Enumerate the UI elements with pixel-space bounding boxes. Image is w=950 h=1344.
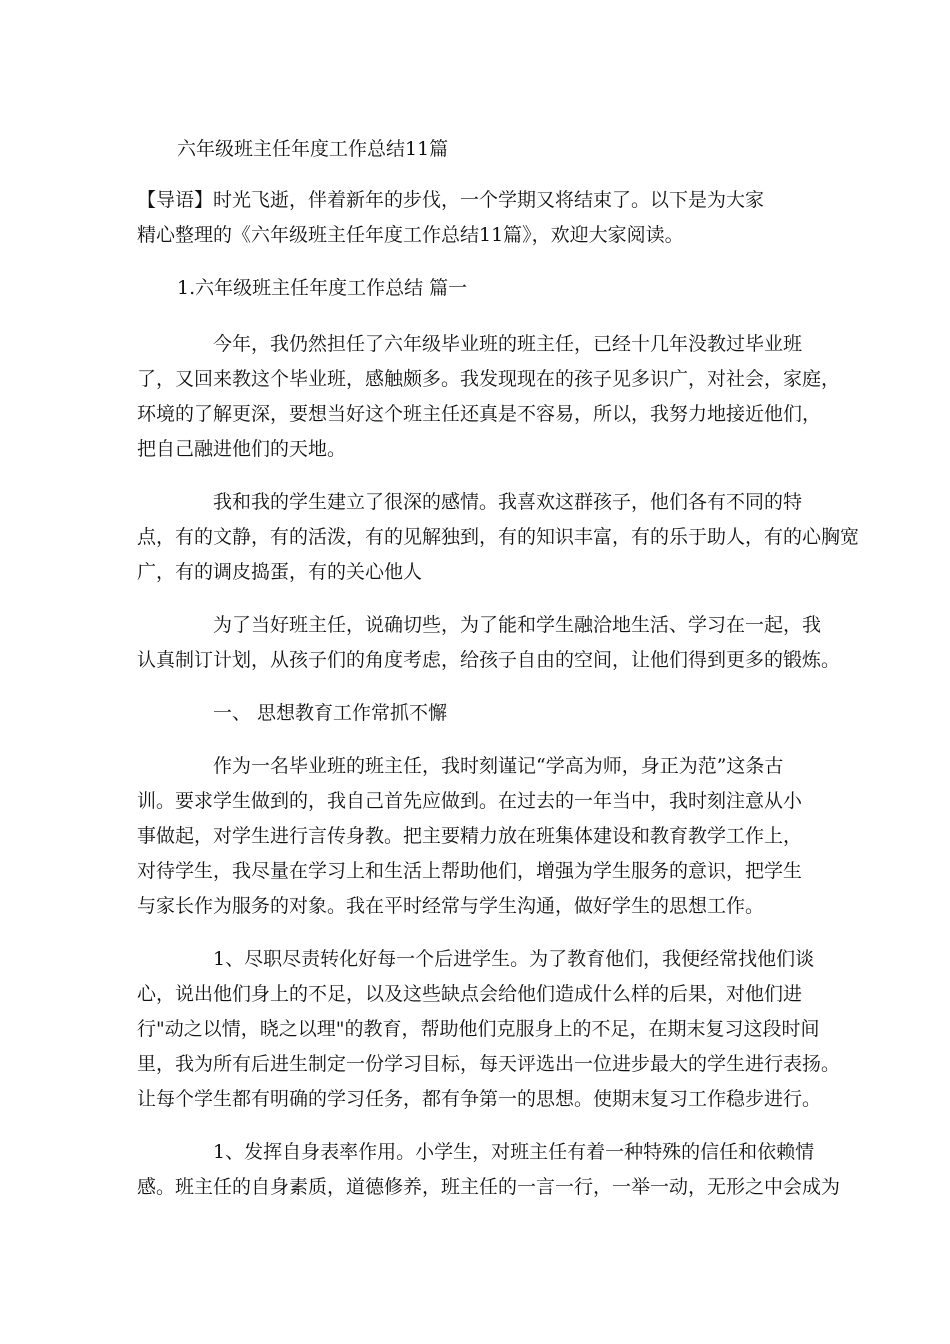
paragraph-line: 环境的了解更深，要想当好这个班主任还真是不容易，所以，我努力地接近他们，: [137, 403, 822, 425]
paragraph-line: 点，有的文静，有的活泼，有的见解独到，有的知识丰富，有的乐于助人，有的心胸宽: [137, 526, 860, 548]
paragraph-line: 广，有的调皮捣蛋，有的关心他人: [137, 561, 423, 583]
paragraph-line: 训。要求学生做到的，我自己首先应做到。在过去的一年当中，我时刻注意从小: [137, 790, 803, 812]
paragraph-line: 行"动之以情，晓之以理"的教育，帮助他们克服身上的不足，在期末复习这段时间: [137, 1018, 820, 1040]
paragraph-line: 让每个学生都有明确的学习任务，都有争第一的思想。使期末复习工作稳步进行。: [137, 1088, 822, 1110]
document-title: 六年级班主任年度工作总结11篇: [177, 138, 449, 160]
paragraph-line: 1、发挥自身表率作用。小学生，对班主任有着一种特殊的信任和依赖情: [213, 1141, 815, 1163]
paragraph-line: 对待学生，我尽量在学习上和生活上帮助他们，增强为学生服务的意识，把学生: [137, 860, 803, 882]
paragraph-6: [137, 1135, 841, 1205]
paragraph-line: 感。班主任的自身素质，道德修养，班主任的一言一行，一举一动，无形之中会成为: [137, 1176, 841, 1198]
intro-paragraph: [137, 183, 813, 253]
paragraph-3: [137, 608, 841, 678]
paragraph-5: [137, 942, 841, 1117]
paragraph-line: 与家长作为服务的对象。我在平时经常与学生沟通，做好学生的思想工作。: [137, 895, 765, 917]
document-content: [137, 132, 860, 1223]
paragraph-line: 我和我的学生建立了很深的感情。我喜欢这群孩子，他们各有不同的特: [213, 491, 803, 513]
paragraph-line: 了，又回来教这个毕业班，感触颇多。我发现现在的孩子见多识广，对社会，家庭，: [137, 368, 841, 390]
subheading-text: 思想教育工作常抓不懈: [257, 702, 448, 724]
intro-line: 精心整理的《六年级班主任年度工作总结11篇》，欢迎大家阅读。: [137, 224, 684, 246]
paragraph-1: [137, 327, 841, 467]
paragraph-4: [137, 749, 813, 924]
paragraph-line: 作为一名毕业班的班主任，我时刻谨记“学高为师，身正为范”这条古: [213, 755, 784, 777]
subheading-number: 一、: [213, 702, 252, 724]
section-title: 1.六年级班主任年度工作总结 篇一: [177, 277, 468, 299]
paragraph-line: 今年，我仍然担任了六年级毕业班的班主任，已经十几年没教过毕业班: [213, 333, 803, 355]
paragraph-line: 1、尽职尽责转化好每一个后进学生。为了教育他们，我便经常找他们谈: [213, 948, 815, 970]
paragraph-line: 里，我为所有后进生制定一份学习目标，每天评选出一位进步最大的学生进行表扬。: [137, 1053, 841, 1075]
paragraph-line: 为了当好班主任，说确切些，为了能和学生融洽地生活、学习在一起，我: [213, 614, 822, 636]
paragraph-line: 认真制订计划，从孩子们的角度考虑，给孩子自由的空间，让他们得到更多的锻炼。: [137, 649, 841, 671]
paragraph-line: 事做起，对学生进行言传身教。把主要精力放在班集体建设和教育教学工作上，: [137, 825, 803, 847]
paragraph-line: 心，说出他们身上的不足，以及这些缺点会给他们造成什么样的后果，对他们进: [137, 983, 803, 1005]
paragraph-2: [137, 485, 860, 590]
paragraph-line: 把自己融进他们的天地。: [137, 438, 347, 460]
subheading: [137, 696, 813, 731]
intro-line: 【导语】时光飞逝，伴着新年的步伐，一个学期又将结束了。以下是为大家: [137, 189, 765, 211]
